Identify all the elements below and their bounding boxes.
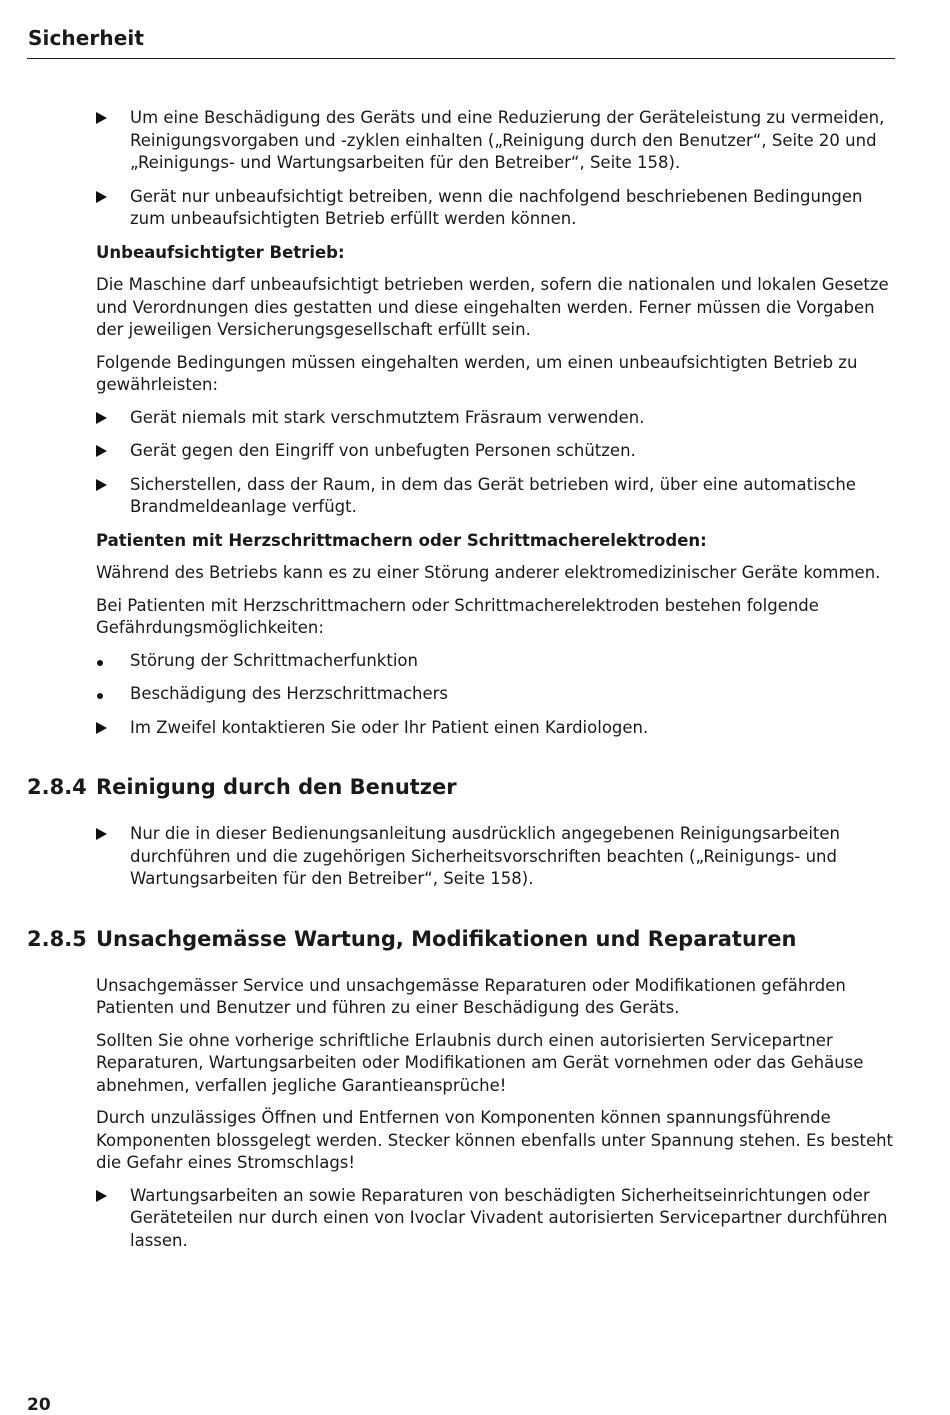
paragraph: Bei Patienten mit Herzschrittmachern oder Schrittmacherelektroden bestehen folgende Gefährdungsmöglichkeiten: bbox=[96, 595, 819, 637]
instruction-text: Sicherstellen, dass der Raum, in dem das Gerät betrieben wird, über eine automatische Brandmeldeanlage verfügt. bbox=[130, 474, 856, 516]
instruction-item bbox=[96, 407, 896, 430]
instruction-text: Nur die in dieser Bedienungsanleitung ausdrücklich angegebenen Reinigungsarbeiten durchführen und die zugehörigen Sicherheitsvorschriften beachten („Reinigungs- und Wartungsarbeiten für den Betreiber“, Seite 158). bbox=[130, 824, 841, 888]
section-heading-2-8-5 bbox=[27, 925, 896, 953]
section-number: 2.8.5 bbox=[27, 926, 87, 951]
paragraph: Sollten Sie ohne vorherige schriftliche Erlaubnis durch einen autorisierten Servicepartner Reparaturen, Wartungsarbeiten oder Modifikationen am Gerät vornehmen oder das Gehäuse abnehmen, verfallen jegliche Garantieansprüche! bbox=[96, 1030, 864, 1095]
instruction-text: Um eine Beschädigung des Geräts und eine Reduzierung der Geräteleistung zu vermeiden, Reinigungsvorgaben und -zyklen einhalten („Reinigung durch den Benutzer“, Seite 20 und „Reinigungs- und Wartungsarbeiten für den Betreiber“, Seite 158). bbox=[130, 108, 885, 172]
section-heading-2-8-4 bbox=[27, 773, 896, 801]
arrow-bullet-icon bbox=[96, 823, 116, 847]
dot-bullet-icon bbox=[96, 683, 116, 706]
paragraph: Durch unzulässiges Öffnen und Entfernen von Komponenten können spannungsführende Komponenten blossgelegt werden. Stecker können ebenfalls unter Spannung stehen. Es besteht die Gefahr eines Stromschlags! bbox=[96, 1108, 894, 1172]
paragraph: Die Maschine darf unbeaufsichtigt betrieben werden, sofern die nationalen und lokalen Gesetze und Verordnungen dies gestatten und diese eingehalten werden. Ferner müssen die Vorgaben der jeweiligen Versicherungsgesellschaft erfüllt sein. bbox=[96, 275, 889, 339]
instruction-text: Gerät nur unbeaufsichtigt betreiben, wenn die nachfolgend beschriebenen Bedingungen zum unbeaufsichtigten Betrieb erfüllt werden können. bbox=[130, 186, 863, 228]
list-text: Störung der Schrittmacherfunktion bbox=[130, 650, 418, 670]
instruction-item bbox=[96, 1185, 896, 1253]
page-header bbox=[27, 26, 895, 59]
paragraph: Während des Betriebs kann es zu einer Störung anderer elektromedizinischer Geräte kommen. bbox=[96, 563, 881, 582]
arrow-bullet-icon bbox=[96, 1185, 116, 1209]
arrow-bullet-icon bbox=[96, 717, 116, 741]
list-text: Beschädigung des Herzschrittmachers bbox=[130, 684, 449, 703]
instruction-text: Gerät gegen den Eingriff von unbefugten Personen schützen. bbox=[130, 441, 636, 460]
arrow-bullet-icon bbox=[96, 107, 116, 131]
header-title: Sicherheit bbox=[28, 26, 144, 50]
page-content bbox=[27, 107, 896, 1263]
section-title: Unsachgemässe Wartung, Modifikationen und Reparaturen bbox=[96, 926, 797, 951]
page-number: 20 bbox=[27, 1395, 51, 1415]
instruction-item bbox=[96, 717, 896, 740]
instruction-text: Im Zweifel kontaktieren Sie oder Ihr Patient einen Kardiologen. bbox=[130, 717, 649, 737]
instruction-item bbox=[96, 823, 896, 891]
arrow-bullet-icon bbox=[96, 186, 116, 210]
arrow-bullet-icon bbox=[96, 407, 116, 431]
instruction-item bbox=[96, 474, 896, 519]
paragraph: Folgende Bedingungen müssen eingehalten werden, um einen unbeaufsichtigten Betrieb zu gewährleisten: bbox=[96, 352, 858, 394]
arrow-bullet-icon bbox=[96, 440, 116, 464]
paragraph: Unsachgemässer Service und unsachgemässe Reparaturen oder Modifikationen gefährden Patienten und Benutzer und führen zu einer Beschädigung des Geräts. bbox=[96, 975, 846, 1017]
section-number: 2.8.4 bbox=[27, 775, 87, 799]
instruction-item bbox=[96, 107, 896, 175]
subheading-unattended: Unbeaufsichtigter Betrieb: bbox=[96, 242, 345, 262]
instruction-text: Wartungsarbeiten an sowie Reparaturen von beschädigten Sicherheitseinrichtungen oder Geräteteilen nur durch einen von Ivoclar Vivadent autorisierten Servicepartner durchführen lassen. bbox=[130, 1185, 888, 1250]
list-item bbox=[96, 650, 896, 673]
list-item bbox=[96, 683, 896, 706]
section-title: Reinigung durch den Benutzer bbox=[96, 775, 457, 799]
arrow-bullet-icon bbox=[96, 474, 116, 498]
subheading-pacemaker: Patienten mit Herzschrittmachern oder Schrittmacherelektroden: bbox=[96, 530, 707, 550]
instruction-item bbox=[96, 440, 896, 463]
instruction-text: Gerät niemals mit stark verschmutztem Fräsraum verwenden. bbox=[130, 407, 645, 427]
instruction-item bbox=[96, 186, 896, 231]
dot-bullet-icon bbox=[96, 650, 116, 673]
